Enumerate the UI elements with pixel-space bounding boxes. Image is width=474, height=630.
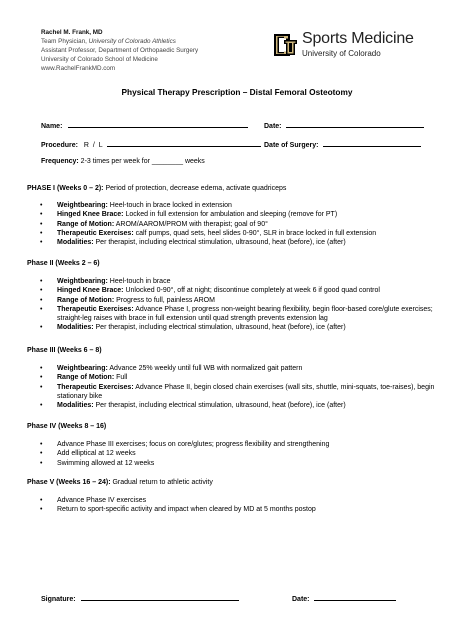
name-field <box>41 120 248 131</box>
signature-field <box>41 593 239 604</box>
list-item: • Advance Phase III exercises; focus on core/glutes; progress flexibility and strengthening <box>40 440 440 449</box>
physician-website[interactable]: www.RachelFrankMD.com <box>41 65 116 72</box>
list-item: • Swimming allowed at 12 weeks <box>40 459 440 468</box>
phase-4-list <box>40 440 440 468</box>
cu-sports-medicine-logo <box>272 31 437 63</box>
physician-name: Rachel M. Frank, MD <box>41 29 103 36</box>
name-input-line[interactable] <box>68 120 248 128</box>
physician-school: University of Colorado School of Medicine <box>41 56 158 63</box>
signature-label: Signature: <box>41 596 76 603</box>
footer-date-field <box>292 593 396 604</box>
list-item: • Therapeutic Exercises: Advance Phase I, progress non-weight bearing flexibility, begin floor-based core/glute exercises; straight-leg raises with brace in full extension until quad strength prevents extension lag <box>40 305 440 324</box>
cu-logo-icon <box>272 31 298 59</box>
list-item: • Therapeutic Exercises: calf pumps, quad sets, heel slides 0-90°, SLR in brace locked in full extension <box>40 229 440 238</box>
phase-5-heading: Phase V (Weeks 16 – 24): Gradual return to athletic activity <box>27 479 213 486</box>
procedure-side-options[interactable]: R / L <box>83 142 103 149</box>
signature-input-line[interactable] <box>81 593 239 601</box>
frequency-text: 2-3 times per week for ________ weeks <box>78 158 205 165</box>
phase-1-heading: PHASE I (Weeks 0 – 2): Period of protection, decrease edema, activate quadriceps <box>27 185 287 192</box>
list-item: • Therapeutic Exercises: Advance Phase II, begin closed chain exercises (wall sits, shuttle, mini-squats, toe-raises), begin stationary bike <box>40 383 440 402</box>
list-item: • Add elliptical at 12 weeks <box>40 449 440 458</box>
footer-date-label: Date: <box>292 596 310 603</box>
phase-3-list <box>40 364 440 410</box>
list-item: • Modalities: Per therapist, including electrical stimulation, ultrasound, heat (before), ice (after) <box>40 238 440 247</box>
list-item: • Modalities: Per therapist, including electrical stimulation, ultrasound, heat (before), ice (after) <box>40 401 440 410</box>
list-item: • Range of Motion: Full <box>40 373 440 382</box>
list-item: • Advance Phase IV exercises <box>40 496 440 505</box>
phase-2-list <box>40 277 440 333</box>
phase-5-list <box>40 496 440 515</box>
date-label: Date: <box>264 123 282 130</box>
phase-2-heading: Phase II (Weeks 2 – 6) <box>27 260 100 267</box>
list-item: • Weightbearing: Advance 25% weekly until full WB with normalized gait pattern <box>40 364 440 373</box>
date-field <box>264 120 424 131</box>
list-item: • Hinged Knee Brace: Locked in full extension for ambulation and sleeping (remove for PT) <box>40 210 440 219</box>
list-item: • Range of Motion: AROM/AAROM/PROM with therapist; goal of 90° <box>40 220 440 229</box>
procedure-label: Procedure: <box>41 142 78 149</box>
procedure-input-line[interactable] <box>107 139 261 147</box>
surgery-date-label: Date of Surgery: <box>264 142 319 149</box>
physician-info <box>41 28 198 73</box>
list-item: • Weightbearing: Heel-touch in brace <box>40 277 440 286</box>
list-item: • Modalities: Per therapist, including electrical stimulation, ultrasound, heat (before), ice (after) <box>40 323 440 332</box>
document-title: Physical Therapy Prescription – Distal Femoral Osteotomy <box>121 87 353 97</box>
frequency-label: Frequency: <box>41 158 79 165</box>
surgery-date-input-line[interactable] <box>323 139 421 147</box>
footer-date-input-line[interactable] <box>314 593 396 601</box>
physician-position: Assistant Professor, Department of Orthopaedic Surgery <box>41 47 199 54</box>
logo-title: Sports Medicine <box>302 30 414 47</box>
phase-4-heading: Phase IV (Weeks 8 – 16) <box>27 423 107 430</box>
physician-title: Team Physician, University of Colorado Athletics <box>41 38 176 45</box>
logo-subtitle: University of Colorado <box>302 49 381 58</box>
list-item: • Weightbearing: Heel-touch in brace locked in extension <box>40 201 440 210</box>
list-item: • Return to sport-specific activity and impact when cleared by MD at 5 months postop <box>40 505 440 514</box>
list-item: • Range of Motion: Progress to full, painless AROM <box>40 296 440 305</box>
frequency-field <box>41 157 205 166</box>
date-input-line[interactable] <box>286 120 424 128</box>
surgery-date-field <box>264 139 421 150</box>
phase-3-heading: Phase III (Weeks 6 – 8) <box>27 347 102 354</box>
procedure-field <box>41 139 261 150</box>
list-item: • Hinged Knee Brace: Unlocked 0-90°, off at night; discontinue completely at week 6 if good quad control <box>40 286 440 295</box>
name-label: Name: <box>41 123 63 130</box>
phase-1-list <box>40 201 440 247</box>
